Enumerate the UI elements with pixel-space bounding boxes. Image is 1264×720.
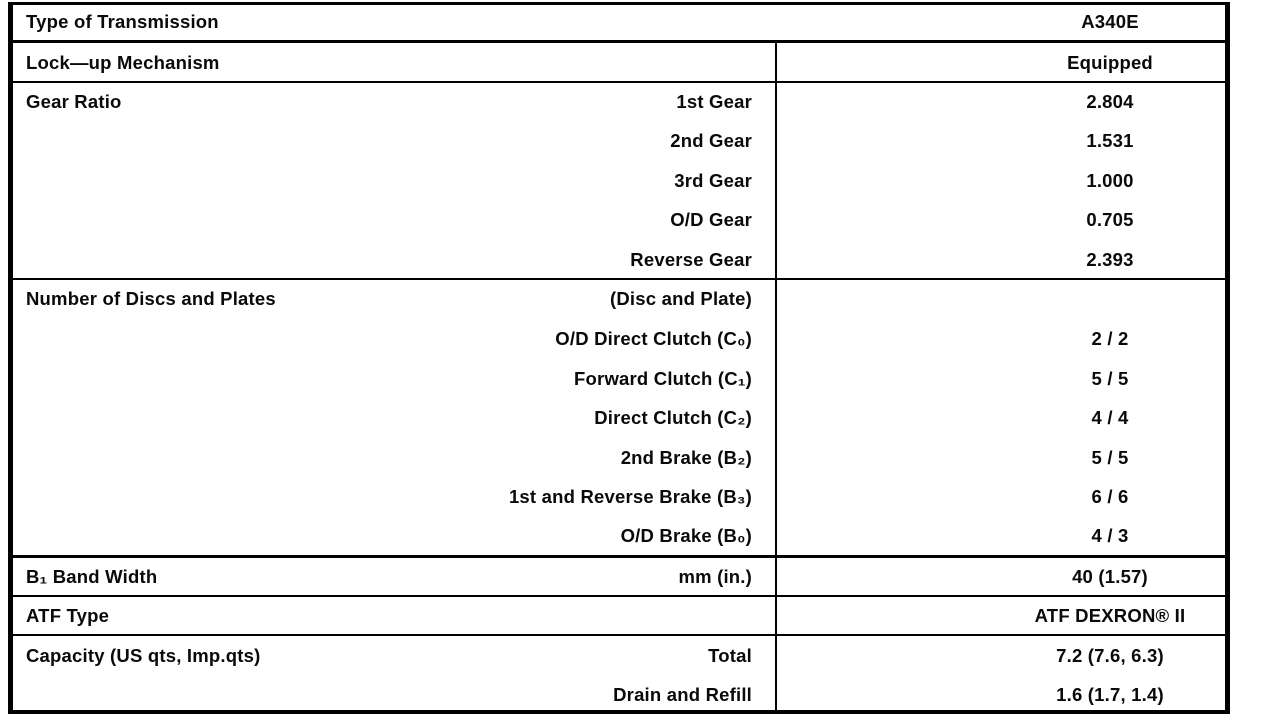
table-row-label: Gear Ratio xyxy=(26,91,122,112)
table-row-sublabel: (Disc and Plate) xyxy=(610,288,752,309)
table-row-value: 2.393 xyxy=(1086,249,1134,270)
table-row-value: 4 / 3 xyxy=(1091,525,1129,546)
table-row-value: 2.804 xyxy=(1086,91,1134,112)
table-row-label: Lock—up Mechanism xyxy=(26,52,220,73)
table-row-sublabel: Total xyxy=(708,645,752,666)
table-row-sublabel: Reverse Gear xyxy=(630,249,752,270)
table-row-sublabel: O/D Direct Clutch (C₀) xyxy=(555,328,752,349)
table-row-sublabel: 3rd Gear xyxy=(674,170,752,191)
table-row-value: 2 / 2 xyxy=(1091,328,1129,349)
table-row-value: A340E xyxy=(1081,11,1139,32)
table-row-value: 6 / 6 xyxy=(1091,486,1129,507)
table-row-value: 1.6 (1.7, 1.4) xyxy=(1056,684,1164,705)
table-row-value: 1.531 xyxy=(1086,130,1134,151)
table-row-value: 40 (1.57) xyxy=(1072,566,1148,587)
table-row-value: Equipped xyxy=(1067,52,1153,73)
table-row-sublabel: Direct Clutch (C₂) xyxy=(594,407,752,428)
table-row-sublabel: O/D Gear xyxy=(670,209,752,230)
table-row-value: 0.705 xyxy=(1086,209,1134,230)
table-row-sublabel: 2nd Gear xyxy=(670,130,752,151)
table-row-value: 5 / 5 xyxy=(1091,447,1129,468)
table-row-sublabel: 1st Gear xyxy=(676,91,752,112)
table-row-value: 1.000 xyxy=(1086,170,1134,191)
table-row-label: Number of Discs and Plates xyxy=(26,288,276,309)
table-row-value: 4 / 4 xyxy=(1091,407,1129,428)
table-row-value: 7.2 (7.6, 6.3) xyxy=(1056,645,1164,666)
table-row-sublabel: Forward Clutch (C₁) xyxy=(574,368,752,389)
table-row-label: ATF Type xyxy=(26,605,110,626)
table-row-sublabel: 2nd Brake (B₂) xyxy=(620,447,752,468)
table-row-label: B₁ Band Width xyxy=(26,566,158,587)
table-row-label: Type of Transmission xyxy=(26,11,219,32)
table-row-sublabel: Drain and Refill xyxy=(613,684,752,705)
table-row-value: 5 / 5 xyxy=(1091,368,1129,389)
table-row-value: ATF DEXRON® II xyxy=(1034,605,1186,626)
table-row-sublabel: mm (in.) xyxy=(678,566,752,587)
column-divider xyxy=(775,43,777,714)
table-row-label: Capacity (US qts, Imp.qts) xyxy=(26,645,261,666)
table-row-sublabel: O/D Brake (B₀) xyxy=(620,525,752,546)
table-row-sublabel: 1st and Reverse Brake (B₃) xyxy=(508,486,752,507)
